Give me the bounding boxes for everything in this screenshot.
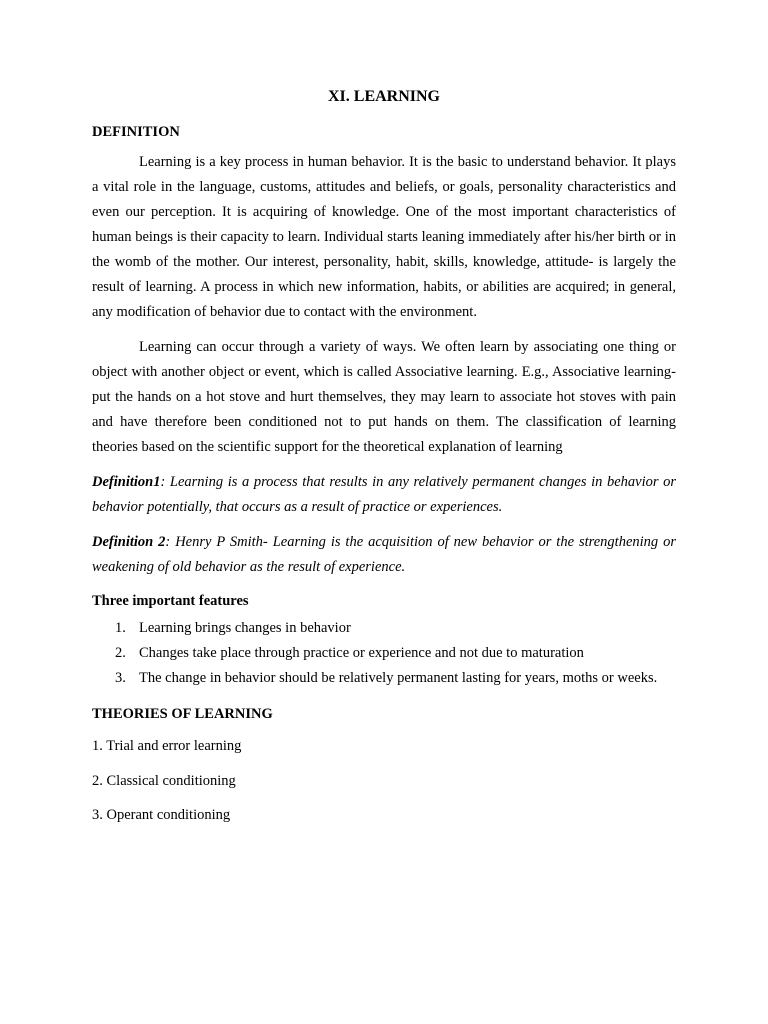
- list-item-text: The change in behavior should be relatively permanent lasting for years, moths or weeks.: [139, 670, 658, 686]
- definition-1: [92, 470, 676, 520]
- definition-heading: DEFINITION: [92, 124, 180, 140]
- list-item: [92, 641, 676, 666]
- list-item: [92, 666, 676, 691]
- list-item-text: Learning brings changes in behavior: [139, 620, 351, 636]
- features-list: [92, 616, 676, 691]
- list-item: [92, 616, 676, 641]
- list-item-number: 1.: [115, 620, 126, 636]
- definition-2-label: Definition 2: [92, 534, 166, 550]
- features-heading: Three important features: [92, 593, 249, 609]
- list-item-number: 2.: [115, 645, 126, 661]
- theory-item: 1. Trial and error learning: [92, 738, 242, 754]
- paragraph-2: Learning can occur through a variety of ways. We often learn by associating one thing or object with another object or event, which is called Associative learning. E.g., Associative learning- put the hands on a hot stove and hurt themselves, they may learn to associate hot stoves with pain and have therefore been conditioned not to put hands on them. The classification of learning theories based on the scientific support for the theoretical explanation of learning: [92, 339, 676, 455]
- list-item-number: 3.: [115, 670, 126, 686]
- paragraph-1: Learning is a key process in human behavior. It is the basic to understand behavior. It plays a vital role in the language, customs, attitudes and beliefs, or goals, personality characteristics and even our perception. It is acquiring of knowledge. One of the most important characteristics of human beings is their capacity to learn. Individual starts leaning immediately after his/her birth or in the womb of the mother. Our interest, personality, habit, skills, knowledge, attitude- is largely the result of learning. A process in which new information, habits, or abilities are acquired; in general, any modification of behavior due to contact with the environment.: [92, 154, 676, 320]
- definition-2-text: : Henry P Smith- Learning is the acquisition of new behavior or the strengthening or weakening of old behavior as the result of experience.: [92, 534, 676, 575]
- list-item-text: Changes take place through practice or experience and not due to maturation: [139, 645, 584, 661]
- definition-1-label: Definition1: [92, 474, 161, 490]
- definition-1-text: : Learning is a process that results in any relatively permanent changes in behavior or behavior potentially, that occurs as a result of practice or experiences.: [92, 474, 676, 515]
- theory-item: 3. Operant conditioning: [92, 807, 231, 823]
- page-title: XI. LEARNING: [327, 88, 440, 105]
- theories-heading: THEORIES OF LEARNING: [92, 706, 273, 722]
- theory-item: 2. Classical conditioning: [92, 772, 236, 789]
- definition-2: [92, 530, 676, 580]
